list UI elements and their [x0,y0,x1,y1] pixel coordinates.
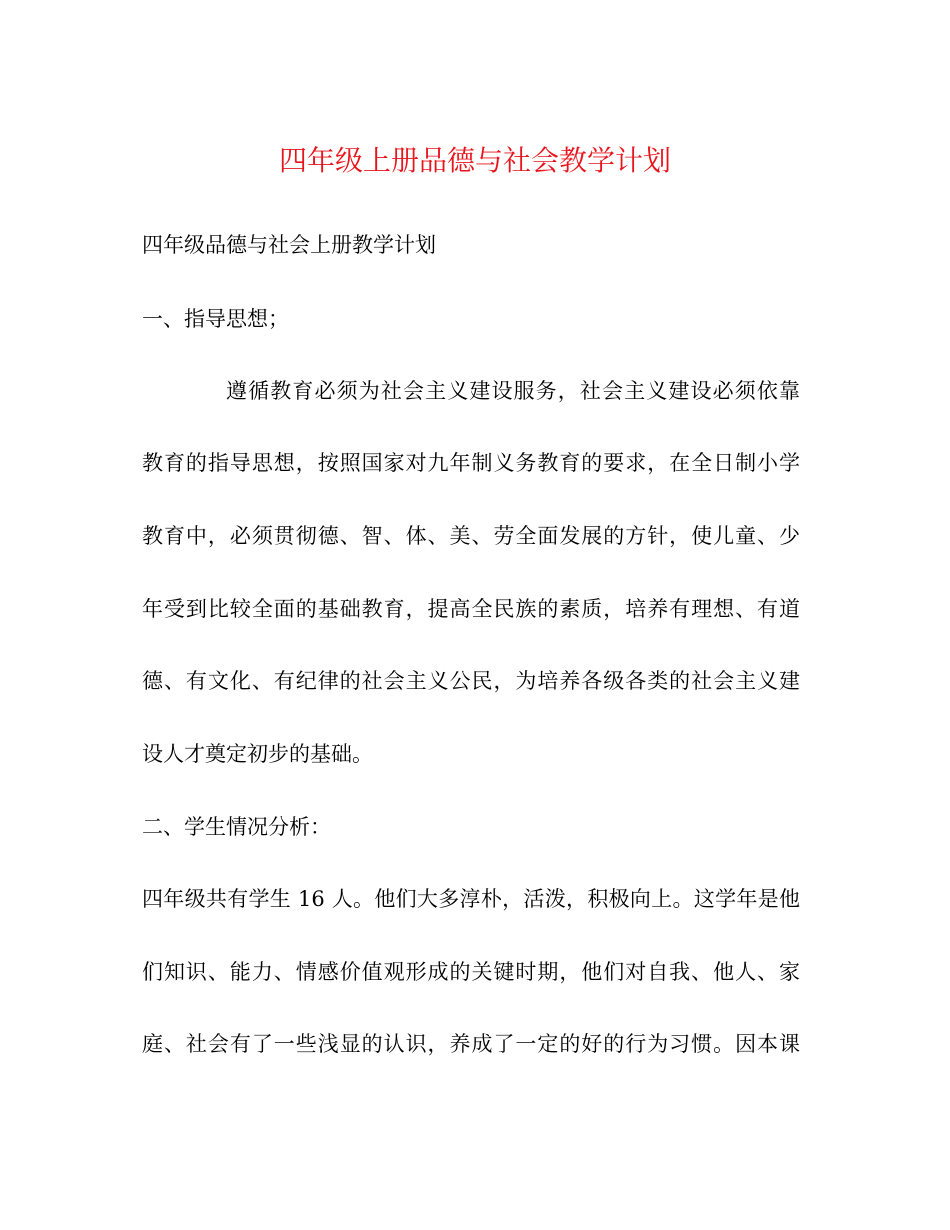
paragraph-line: 年受到比较全面的基础教育，提高全民族的素质，培养有理想、有道 [142,597,800,621]
section-heading-guiding-ideology: 一、指导思想； [142,307,289,331]
document-subtitle: 四年级品德与社会上册教学计划 [142,233,436,257]
paragraph-line: 德、有文化、有纪律的社会主义公民，为培养各级各类的社会主义建 [142,669,800,693]
paragraph-line: 教育的指导思想，按照国家对九年制义务教育的要求，在全日制小学 [142,451,800,475]
paragraph-line: 遵循教育必须为社会主义建设服务，社会主义建设必须依靠 [226,379,800,403]
document-title: 四年级上册品德与社会教学计划 [278,144,671,177]
paragraph-line: 庭、社会有了一些浅显的认识，养成了一定的好的行为习惯。因本课 [142,1032,800,1056]
paragraph-line: 四年级共有学生 16 人。他们大多淳朴，活泼，积极向上。这学年是他 [142,887,800,911]
section-heading-student-analysis: 二、学生情况分析： [142,815,331,839]
paragraph-line: 设人才奠定初步的基础。 [142,742,373,766]
paragraph-line: 们知识、能力、情感价值观形成的关键时期，他们对自我、他人、家 [142,960,800,984]
paragraph-line: 教育中，必须贯彻德、智、体、美、劳全面发展的方针，使儿童、少 [142,524,800,548]
